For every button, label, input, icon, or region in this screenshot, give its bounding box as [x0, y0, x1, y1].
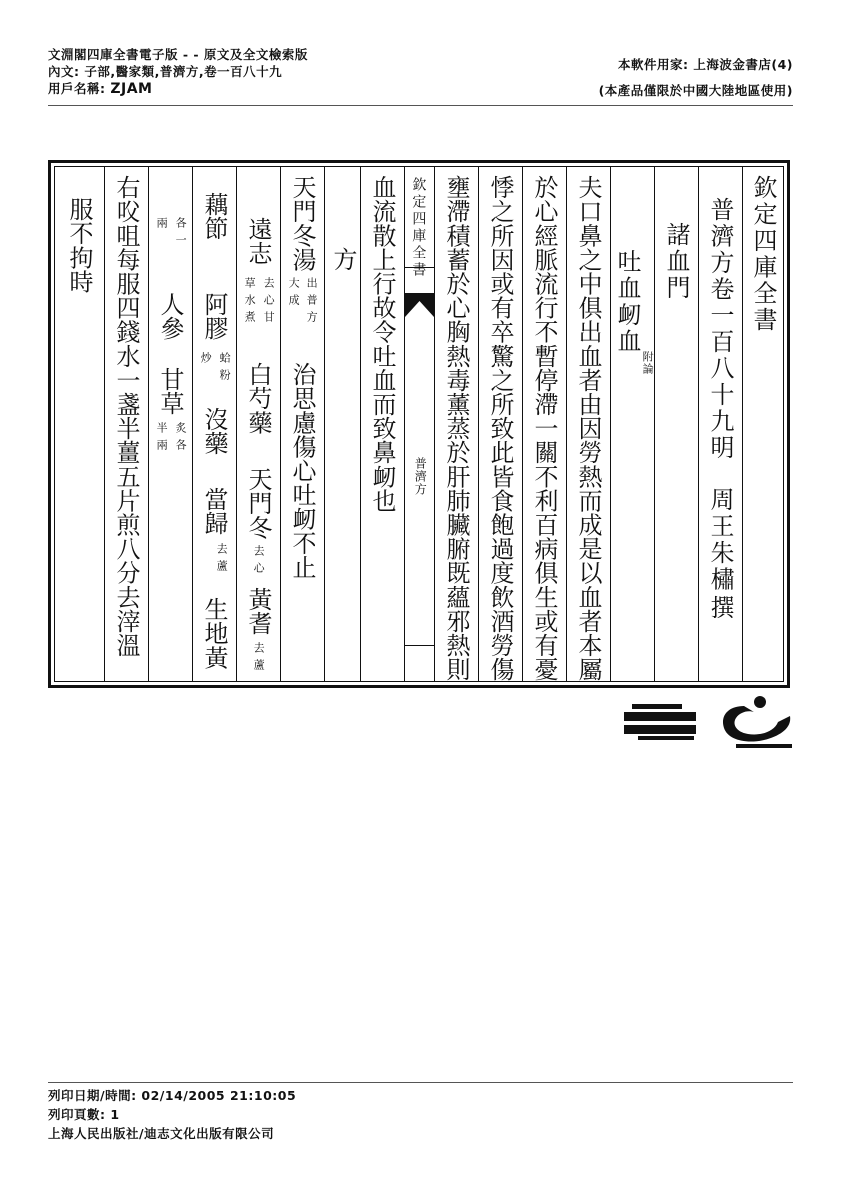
- license-region: (本產品僅限於中國大陸地區使用): [598, 83, 793, 98]
- herb-ejiao-note: 蛤粉: [218, 352, 232, 386]
- recipe-name: 天門冬湯: [288, 175, 316, 272]
- text-line-5: 血流散上行故令吐血而致鼻衂也: [368, 175, 396, 513]
- herb-oujie: 藕節: [200, 192, 228, 241]
- footer-rule: [48, 1082, 793, 1083]
- column-13: [192, 167, 236, 681]
- username-value: ZJAM: [110, 81, 153, 97]
- herb-yuanzhi: 遠志: [244, 217, 272, 266]
- recipe-source-2: 大成: [287, 277, 301, 311]
- license-user: 本軟件用家: 上海波金書店(4): [618, 57, 793, 72]
- herb-tianmendong-note: 去心: [252, 545, 266, 579]
- herb-huangqi: 黃耆: [244, 587, 272, 636]
- book-page: [54, 166, 784, 682]
- herb-renshen: 人參: [156, 292, 184, 341]
- herb-gancao-note-2: 半兩: [155, 422, 169, 456]
- herb-baishao: 白芍藥: [244, 362, 272, 435]
- header-rule: [48, 105, 793, 106]
- fold-book-title: 欽定四庫全書: [410, 177, 427, 279]
- header-left: [48, 46, 308, 98]
- column-8: [434, 167, 478, 681]
- dynasty: 明: [706, 435, 734, 462]
- column-5: [566, 167, 610, 681]
- prescription-heading: 方: [329, 247, 357, 274]
- herb-huangqi-note: 去蘆: [252, 642, 266, 676]
- header-title: 文淵閣四庫全書電子版 - - 原文及全文檢索版: [48, 47, 308, 62]
- dosage-note: 各一: [174, 217, 188, 251]
- column-12: [236, 167, 280, 681]
- fishtail-mark: [405, 293, 434, 319]
- instructions-line: 右㕮咀每服四錢水一盞半薑五片煎八分去滓溫: [112, 175, 140, 657]
- book-title-vertical: 欽定四庫全書: [749, 175, 777, 334]
- herb-gancao-note: 炙各: [174, 422, 188, 456]
- volume-title: 普濟方卷一百八十九: [706, 197, 734, 435]
- column-11: [280, 167, 324, 681]
- column-1: [742, 167, 786, 681]
- dosage-note-2: 兩: [155, 217, 169, 229]
- instructions-end: 服不拘時: [65, 197, 93, 294]
- column-14: [148, 167, 192, 681]
- text-line-3: 悸之所因或有卒驚之所致此皆食飽過度飲酒勞傷: [486, 175, 514, 682]
- herb-tianmendong: 天門冬: [244, 467, 272, 540]
- text-line-4: 壅滯積蓄於心胸熱毒薰蒸於肝肺臟腑既蘊邪熱則: [442, 175, 470, 682]
- publisher-credit: 上海人民出版社/迪志文化出版有限公司: [48, 1126, 275, 1141]
- header-right: [599, 52, 793, 104]
- column-10: [324, 167, 360, 681]
- column-6: [522, 167, 566, 681]
- center-fold: [404, 167, 434, 681]
- column-3: [654, 167, 698, 681]
- fold-section-name: 普濟方: [413, 457, 428, 496]
- column-15: [104, 167, 148, 681]
- header-username: [48, 80, 308, 98]
- herb-ejiao: 阿膠: [200, 292, 228, 341]
- subsection-title: 吐血衂血: [613, 249, 641, 355]
- header-content-path: 內文: 子部,醫家類,普濟方,卷一百八十九: [48, 64, 283, 79]
- text-line-2: 於心經脈流行不暫停滯一關不利百病俱生或有憂: [530, 175, 558, 682]
- herb-shengdihuang: 生地黃: [200, 597, 228, 670]
- herb-yuanzhi-note: 去心甘: [262, 277, 276, 328]
- publisher-logo: [624, 692, 794, 752]
- fold-line-bottom: [405, 645, 434, 646]
- herb-yuanzhi-note-2: 草水煮: [243, 277, 257, 328]
- herb-danggui: 當歸: [200, 487, 228, 536]
- username-label: 用戶名稱:: [48, 81, 106, 96]
- column-9: [360, 167, 404, 681]
- fold-line: [405, 267, 434, 268]
- print-datetime: 列印日期/時間: 02/14/2005 21:10:05: [48, 1088, 297, 1103]
- column-4: [610, 167, 654, 681]
- herb-moyao: 沒藥: [200, 407, 228, 456]
- herb-danggui-note: 去蘆: [215, 543, 229, 577]
- author-role: 撰: [706, 595, 734, 622]
- text-line-1: 夫口鼻之中俱出血者由因勞熱而成是以血者本屬: [574, 175, 602, 682]
- column-2: [698, 167, 742, 681]
- herb-ejiao-note-2: 炒: [199, 352, 213, 369]
- section-title: 諸血門: [662, 222, 690, 302]
- recipe-indication: 治思慮傷心吐衂不止: [288, 362, 316, 579]
- recipe-source: 出普方: [305, 277, 319, 328]
- column-7: [478, 167, 522, 681]
- print-page-count: 列印頁數: 1: [48, 1107, 120, 1122]
- subsection-note: 附論: [641, 351, 655, 375]
- herb-gancao: 甘草: [156, 367, 184, 416]
- book-page-frame: [48, 160, 790, 688]
- author: 周王朱橚: [706, 487, 734, 593]
- column-16: [55, 167, 104, 681]
